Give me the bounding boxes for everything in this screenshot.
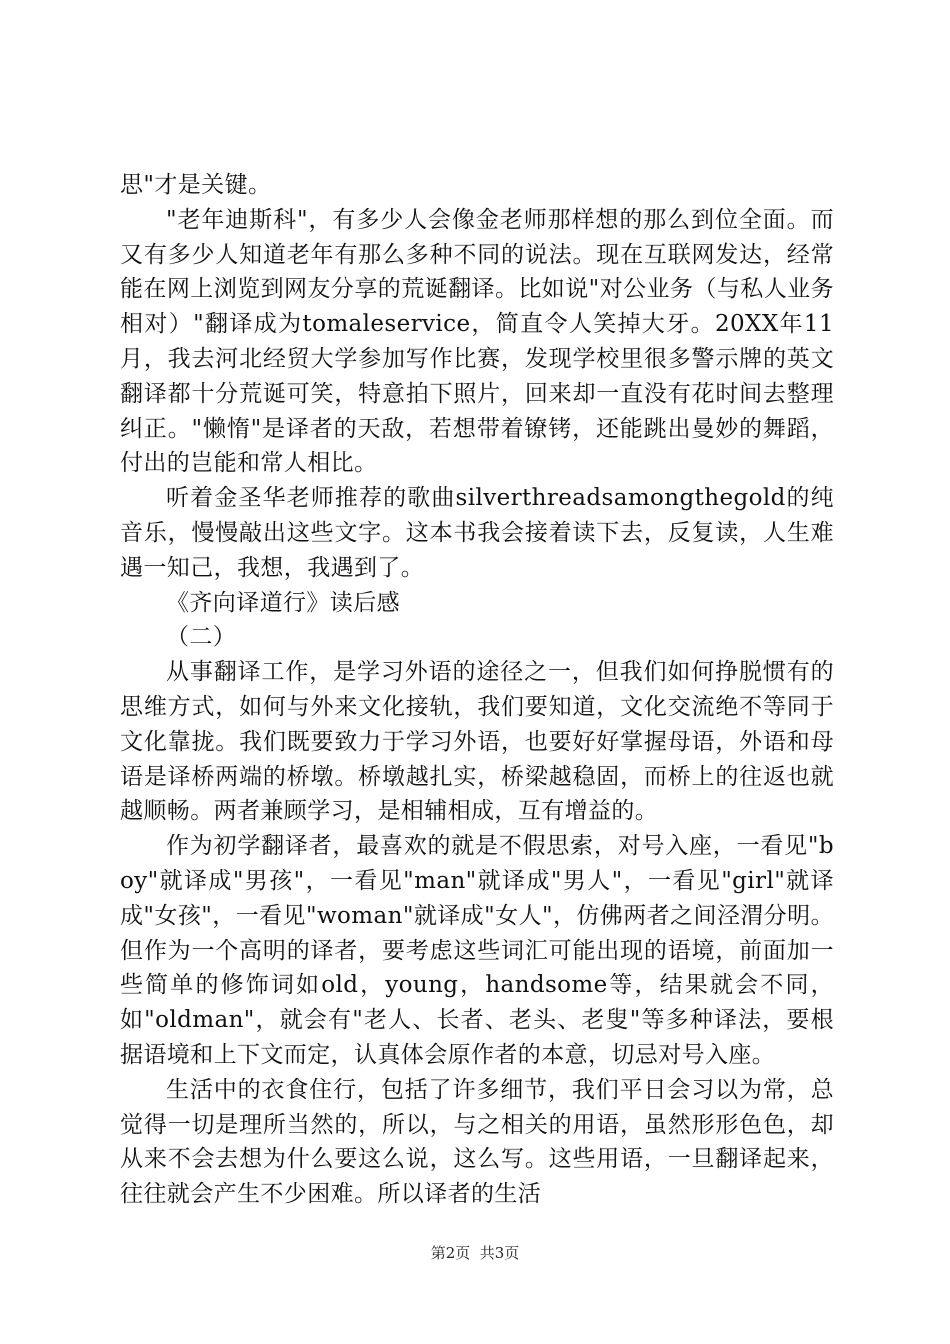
paragraph-translation-work: 从事翻译工作，是学习外语的途径之一，但我们如何挣脱惯有的思维方式，如何与外来文化接轨，我们要知道，文化交流绝不等同于文化靠拢。我们既要致力于学习外语，也要好好掌握母语，外语和母语是译桥两端的桥墩。桥墩越扎实，桥梁越稳固，而桥上的往返也就越顺畅。两者兼顾学习，是相辅相成，互有增益的。 (120, 659, 834, 825)
section-number: （二） (166, 624, 237, 651)
paragraph-daily-life: 生活中的衣食住行，包括了许多细节，我们平日会习以为常，总觉得一切是理所当然的，所以，与之相关的用语，虽然形形色色，却从来不会去想为什么要这么说，这么写。这些用语，一旦翻译起来，往往就会产生不少困难。所以译者的生活 (120, 1076, 834, 1208)
page-footer (0, 1242, 950, 1263)
paragraph-disco: "老年迪斯科"，有多少人会像金老师那样想的那么到位全面。而又有多少人知道老年有那么多种不同的说法。现在互联网发达，经常能在网上浏览到网友分享的荒诞翻译。比如说"对公业务（与私人业务相对）"翻译成为tomaleservice，简直令人笑掉大牙。20XX年11月，我去河北经贸大学参加写作比赛，发现学校里很多警示牌的英文翻译都十分荒诞可笑，特意拍下照片，回来却一直没有花时间去整理纠正。"懒惰"是译者的天敌，若想带着镣铐，还能跳出曼妙的舞蹈，付出的岂能和常人相比。 (120, 206, 834, 477)
paragraph-continuation: 思"才是关键。 (120, 172, 272, 198)
paragraph-beginner-translator: 作为初学翻译者，最喜欢的就是不假思索，对号入座，一看见"boy"就译成"男孩"，一看见"man"就译成"男人"，一看见"girl"就译成"女孩"，一看见"woman"就译成"女人"，仿佛两者之间泾渭分明。但作为一个高明的译者，要考虑这些词汇可能出现的语境，前面加一些简单的修饰词如old，young，handsome等，结果就会不同，如"oldman"，就会有"老人、长者、老头、老叟"等多种译法，要根据语境和上下文而定，认真体会原作者的本意，切忌对号入座。 (120, 833, 834, 1068)
document-body (120, 168, 834, 1212)
paragraph-music: 听着金圣华老师推荐的歌曲silverthreadsamongthegold的纯音乐，慢慢敲出这些文字。这本书我会接着读下去，反复读，人生难遇一知己，我想，我遇到了。 (120, 485, 834, 581)
page-number-label: 第2页 共3页 (430, 1244, 520, 1262)
section-title: 《齐向译道行》读后感 (166, 589, 400, 616)
